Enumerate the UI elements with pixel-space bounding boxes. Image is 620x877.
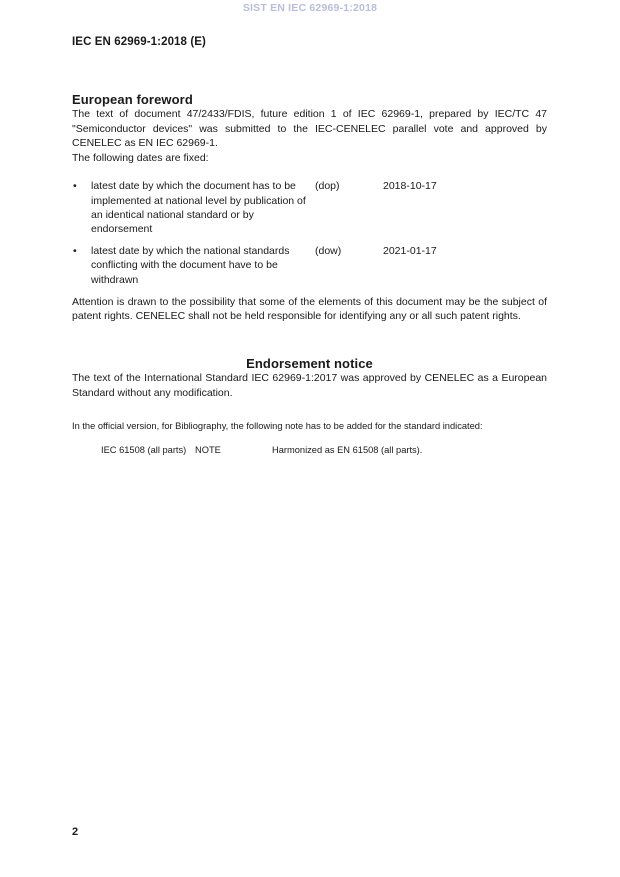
bibliography-note-row bbox=[101, 444, 547, 457]
fixed-dates-list bbox=[72, 179, 547, 286]
header-watermark: SIST EN IEC 62969-1:2018 bbox=[242, 2, 378, 14]
foreword-intro-paragraph: The text of document 47/2433/FDIS, future edition 1 of IEC 62969-1, prepared by IEC/TC 47 "Semiconductor devices" was submitted to the IEC-CENELEC parallel vote and approved by CENELEC as EN IEC 62969-1. bbox=[72, 108, 547, 150]
date-item-code: (dow) bbox=[315, 245, 342, 258]
page-number: 2 bbox=[72, 826, 79, 838]
note-standard-reference: IEC 61508 (all parts) bbox=[101, 445, 187, 456]
date-item-code: (dop) bbox=[315, 180, 340, 193]
note-label: NOTE bbox=[195, 445, 221, 456]
date-item-description: latest date by which the document has to be implemented at national level by publication of an identical national standard or by endorsement bbox=[91, 180, 306, 235]
date-item-description: latest date by which the national standards conflicting with the document have to be withdrawn bbox=[91, 245, 290, 286]
date-item-value: 2021-01-17 bbox=[383, 245, 437, 258]
endorsement-notice-heading: Endorsement notice bbox=[246, 355, 373, 371]
dates-intro-text: The following dates are fixed: bbox=[72, 151, 209, 164]
bibliography-note-text: In the official version, for Bibliography, the following note has to be added for the standard indicated: bbox=[72, 421, 483, 432]
bullet-marker-icon: • bbox=[73, 180, 77, 193]
bullet-marker-icon: • bbox=[73, 245, 77, 258]
european-foreword-heading: European foreword bbox=[72, 92, 193, 107]
date-list-item bbox=[72, 244, 547, 287]
note-harmonized-text: Harmonized as EN 61508 (all parts). bbox=[272, 445, 423, 456]
patent-rights-paragraph: Attention is drawn to the possibility that some of the elements of this document may be the subject of patent rights. CENELEC shall not be held responsible for identifying any or all such patent rights. bbox=[72, 295, 547, 323]
content-column bbox=[72, 0, 547, 457]
document-title: IEC EN 62969-1:2018 (E) bbox=[72, 36, 206, 48]
date-list-item bbox=[72, 179, 547, 236]
date-item-value: 2018-10-17 bbox=[383, 180, 437, 193]
endorsement-body-paragraph: The text of the International Standard IEC 62969-1:2017 was approved by CENELEC as a European Standard without any modification. bbox=[72, 371, 547, 399]
